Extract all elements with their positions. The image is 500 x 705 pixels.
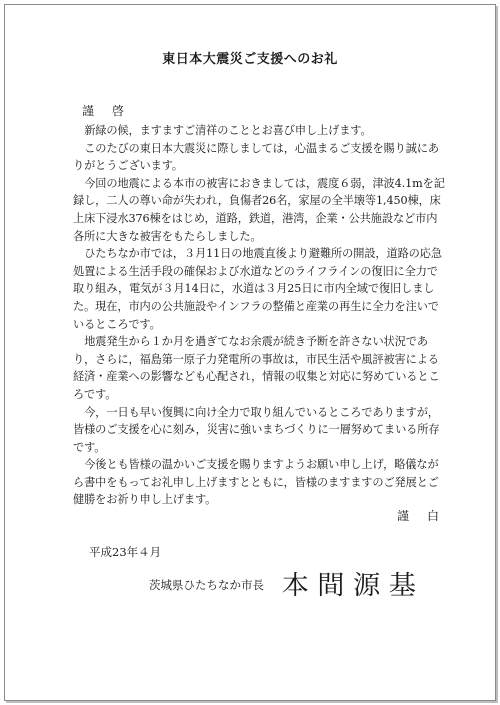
closing: 謹 白 — [397, 509, 443, 523]
signatory-title: 茨城県ひたちなか市長 — [149, 578, 264, 592]
paragraph: 新緑の候，ますますご清祥のこととお喜び申し上げます。 — [84, 124, 372, 137]
letter-date: 平成23年４月 — [89, 545, 162, 559]
letter-title: 東日本大震災ご支援へのお礼 — [162, 52, 338, 67]
paragraph: このたびの東日本大震災に際しましては，心温まるご支援を賜り誠にありがとうございます。 — [73, 141, 439, 173]
paragraph: ひたちなか市では，３月11日の地震直後より避難所の開設，道路の応急処置による生活手段の確保および水道などのライフラインの復旧に全力で取り組み，電気が３月14日に，水道は３月25日に市内全域で復旧しました。現在，市内の公共施設やインフラの整備と産業の再生に全力を注いでいるところです。 — [73, 247, 442, 331]
letter-page — [4, 4, 496, 701]
paragraph: 地震発生から１か月を過ぎてなお余震が続き予断を許さない状況であり，さらに，福島第一原子力発電所の事故は，市民生活や風評被害による経済・産業への影響なども心配され，情報の収集と対応に努めているところです。 — [73, 335, 440, 401]
paragraph: 今，一日も早い復興に向け全力で取り組んでいるところでありますが，皆様のご支援を心に刻み，災害に強いまちづくりに一層努めてまいる所存です。 — [73, 405, 440, 454]
letter-body — [73, 122, 445, 509]
signature-name: 本間源基 — [281, 571, 425, 601]
paragraph: 今回の地震による本市の被害におきましては，震度６弱，津波4.1mを記録し，二人の尊い命が失われ，負傷者26名，家屋の全半壊等1,450棟，床上床下浸水376棟をはじめ，道路，鉄道，港湾，企業・公共施設など市内各所に大きな被害をもたらしました。 — [73, 176, 445, 243]
salutation: 謹 啓 — [82, 104, 128, 118]
paragraph: 今後とも皆様の温かいご支援を賜りますようお願い申し上げ，略儀ながら書中をもってお礼申し上げますとともに，皆様のますますのご発展とご健勝をお祈り申し上げます。 — [73, 458, 439, 507]
